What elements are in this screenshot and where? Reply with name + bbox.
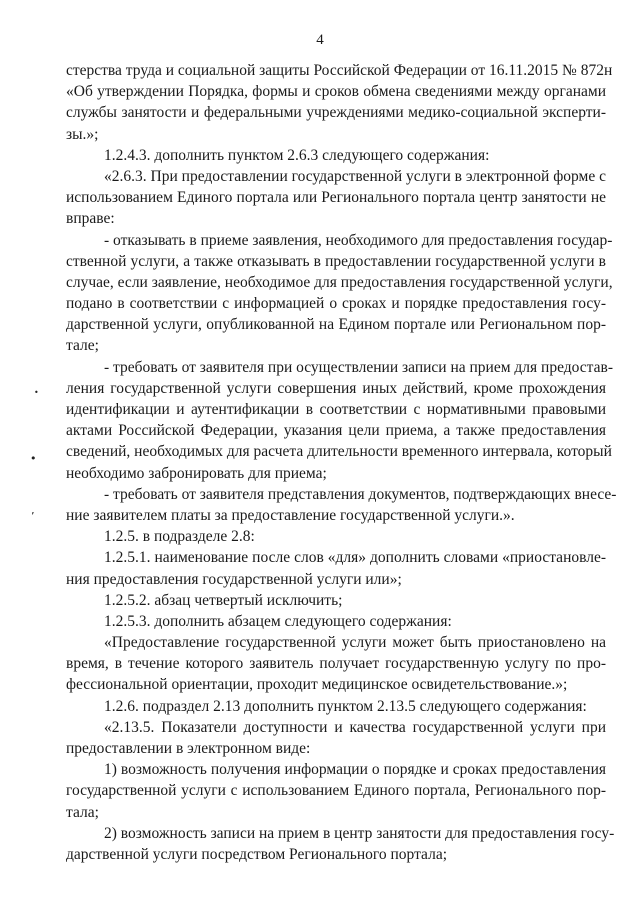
- text-line: сведений, необходимых для расчета длительности временного интервала, который: [66, 443, 612, 461]
- text-line: 1.2.5.3. дополнить абзацем следующего содержания:: [104, 612, 452, 630]
- scan-mark-dot: •: [34, 388, 39, 397]
- text-line: 1.2.6. подраздел 2.13 дополнить пунктом 2.13.5 следующего содержания:: [104, 697, 587, 715]
- text-line: - требовать от заявителя представления документов, подтверждающих внесе-: [104, 485, 617, 503]
- text-line: предоставлении в электронном виде:: [66, 740, 311, 757]
- text-line: 1.2.4.3. дополнить пунктом 2.6.3 следующего содержания:: [104, 146, 490, 164]
- text-line: ственной услуги, а также отказывать в предоставлении государственной услуги в: [66, 252, 606, 270]
- text-line: ния предоставления государственной услуги или»;: [66, 570, 402, 588]
- text-line: службы занятости и федеральными учреждениями медико-социальной эксперти-: [66, 104, 606, 122]
- text-line: 1.2.5.1. наименование после слов «для» дополнить словами «приостановле-: [104, 549, 606, 567]
- page-number: 4: [316, 32, 324, 48]
- text-line: 1) возможность получения информации о порядке и сроках предоставления: [104, 761, 606, 779]
- text-line: случае, если заявление, необходимое для предоставления государственной услуги,: [66, 273, 613, 291]
- text-line: дарственной услуги, опубликованной на Едином портале или Региональном пор-: [66, 316, 606, 334]
- text-line: фессиональной ориентации, проходит медицинское освидетельствование.»;: [66, 676, 568, 694]
- text-line: вправе:: [66, 210, 115, 228]
- text-line: дарственной услуги посредством Регионального портала;: [66, 845, 447, 863]
- text-line: тала;: [66, 803, 99, 821]
- text-line: «2.13.5. Показатели доступности и качества государственной услуги при: [104, 718, 606, 736]
- text-line: зы.»;: [66, 125, 99, 143]
- text-line: идентификации и аутентификации в соответствии с нормативными правовыми: [66, 401, 606, 418]
- text-line: «Об утверждении Порядка, формы и сроков обмена сведениями между органами: [66, 83, 606, 101]
- text-line: тале;: [66, 337, 99, 355]
- text-line: стерства труда и социальной защиты Российской Федерации от 16.11.2015 № 872н: [66, 62, 613, 79]
- text-line: время, в течение которого заявитель получает государственную услугу по про-: [66, 655, 606, 673]
- text-line: необходимо забронировать для приема;: [66, 464, 327, 482]
- text-line: 1.2.5.2. абзац четвертый исключить;: [104, 591, 343, 609]
- text-line: подано в соответствии с информацией о сроках и порядке предоставления госу-: [66, 295, 606, 313]
- text-line: 2) возможность записи на прием в центр занятости для предоставления госу-: [104, 824, 615, 842]
- scan-mark-tick: ʼ: [31, 510, 35, 523]
- text-line: «2.6.3. При предоставлении государственной услуги в электронной форме с: [104, 167, 606, 185]
- text-line: ления государственной услуги совершения иных действий, кроме прохождения: [66, 379, 606, 397]
- text-line: ние заявителем платы за предоставление государственной услуги.».: [66, 506, 515, 524]
- scan-mark-dot: •: [30, 452, 37, 465]
- text-line: государственной услуги с использованием Единого портала, Регионального пор-: [66, 782, 606, 800]
- text-line: использованием Единого портала или Регионального портала центр занятости не: [66, 189, 606, 207]
- text-line: «Предоставление государственной услуги может быть приостановлено на: [104, 634, 606, 652]
- text-line: - отказывать в приеме заявления, необходимого для предоставления государ-: [104, 231, 613, 249]
- text-line: 1.2.5. в подразделе 2.8:: [104, 528, 255, 546]
- text-line: - требовать от заявителя при осуществлении записи на прием для предостав-: [104, 358, 613, 376]
- document-body: [66, 60, 617, 865]
- text-line: актами Российской Федерации, указания цели приема, а также предоставления: [66, 422, 606, 440]
